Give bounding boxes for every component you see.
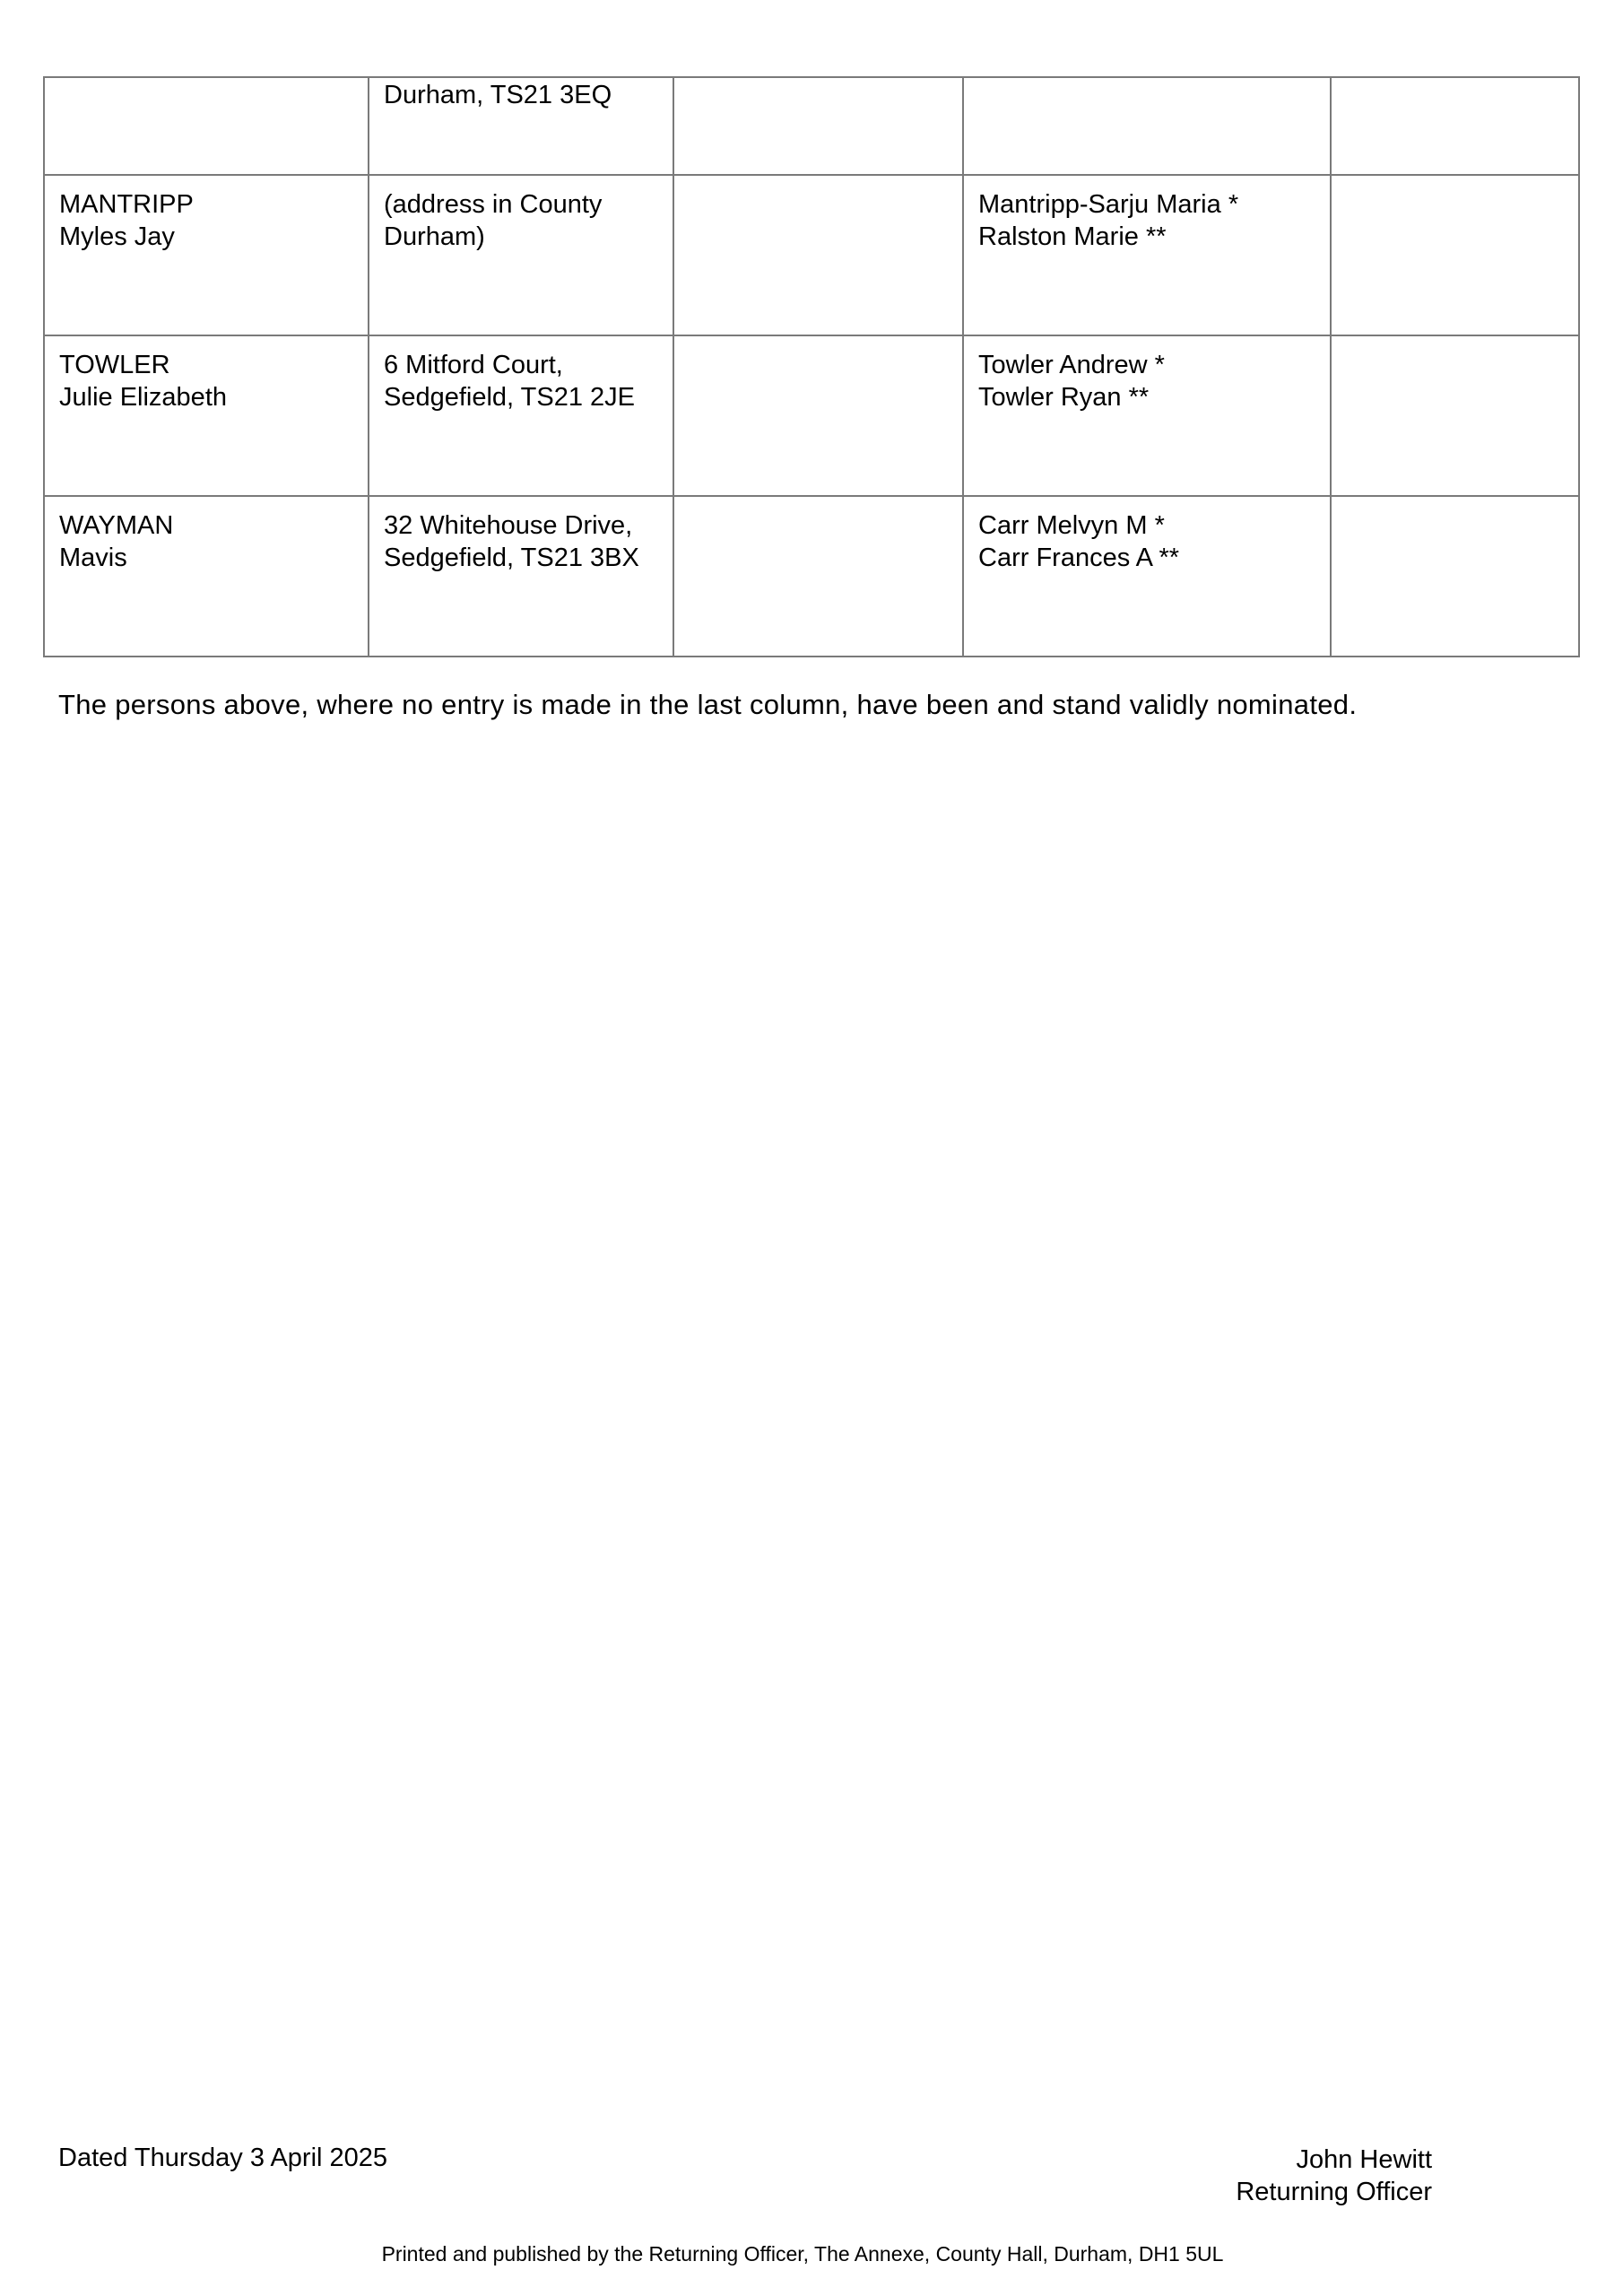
address-line: 6 Mitford Court, bbox=[384, 351, 563, 379]
validity-statement: The persons above, where no entry is made in the last column, have been and stand validly nominated. bbox=[58, 689, 1358, 720]
invalid-reason-cell bbox=[1331, 496, 1579, 657]
candidate-name-cell bbox=[44, 335, 369, 496]
candidate-surname: MANTRIPP bbox=[59, 190, 194, 219]
proposer-name: Carr Melvyn M * bbox=[978, 511, 1165, 540]
invalid-reason-cell bbox=[1331, 77, 1579, 175]
dated-line: Dated Thursday 3 April 2025 bbox=[58, 2144, 388, 2172]
candidate-address-cell bbox=[369, 335, 673, 496]
imprint-line: Printed and published by the Returning Officer, The Annexe, County Hall, Durham, DH1 5UL bbox=[381, 2242, 1224, 2266]
description-cell bbox=[673, 335, 963, 496]
table-row bbox=[44, 496, 1579, 657]
seconder-name: Towler Ryan ** bbox=[978, 383, 1150, 412]
description-cell bbox=[673, 175, 963, 335]
seconder-name: Carr Frances A ** bbox=[978, 544, 1180, 572]
address-line: 32 Whitehouse Drive, bbox=[384, 511, 633, 540]
proposer-name: Towler Andrew * bbox=[978, 351, 1165, 379]
candidate-forenames: Myles Jay bbox=[59, 222, 175, 251]
description-cell bbox=[673, 77, 963, 175]
candidate-address-cell bbox=[369, 496, 673, 657]
proposers-cell bbox=[963, 77, 1331, 175]
proposers-cell bbox=[963, 496, 1331, 657]
candidate-forenames: Julie Elizabeth bbox=[59, 383, 227, 412]
address-line: Sedgefield, TS21 2JE bbox=[384, 383, 635, 412]
candidate-surname: TOWLER bbox=[59, 351, 170, 379]
candidate-name-cell bbox=[44, 496, 369, 657]
invalid-reason-cell bbox=[1331, 335, 1579, 496]
returning-officer-block bbox=[1236, 2144, 1432, 2208]
table-row bbox=[44, 77, 1579, 175]
candidate-address-cell bbox=[369, 175, 673, 335]
officer-name: John Hewitt bbox=[1296, 2145, 1432, 2174]
table-row bbox=[44, 335, 1579, 496]
candidate-forenames: Mavis bbox=[59, 544, 127, 572]
invalid-reason-cell bbox=[1331, 175, 1579, 335]
table-row bbox=[44, 175, 1579, 335]
candidate-name-cell bbox=[44, 77, 369, 175]
proposers-cell bbox=[963, 175, 1331, 335]
candidate-surname: WAYMAN bbox=[59, 511, 174, 540]
candidate-name-cell bbox=[44, 175, 369, 335]
address-line: Durham) bbox=[384, 222, 485, 251]
candidate-address-cell bbox=[369, 77, 673, 175]
seconder-name: Ralston Marie ** bbox=[978, 222, 1167, 251]
nominations-table bbox=[43, 76, 1580, 657]
proposer-name: Mantripp-Sarju Maria * bbox=[978, 190, 1239, 219]
officer-title: Returning Officer bbox=[1236, 2178, 1432, 2206]
proposers-cell bbox=[963, 335, 1331, 496]
description-cell bbox=[673, 496, 963, 657]
address-line: (address in County bbox=[384, 190, 603, 219]
address-line: Durham, TS21 3EQ bbox=[384, 81, 612, 109]
address-line: Sedgefield, TS21 3BX bbox=[384, 544, 639, 572]
